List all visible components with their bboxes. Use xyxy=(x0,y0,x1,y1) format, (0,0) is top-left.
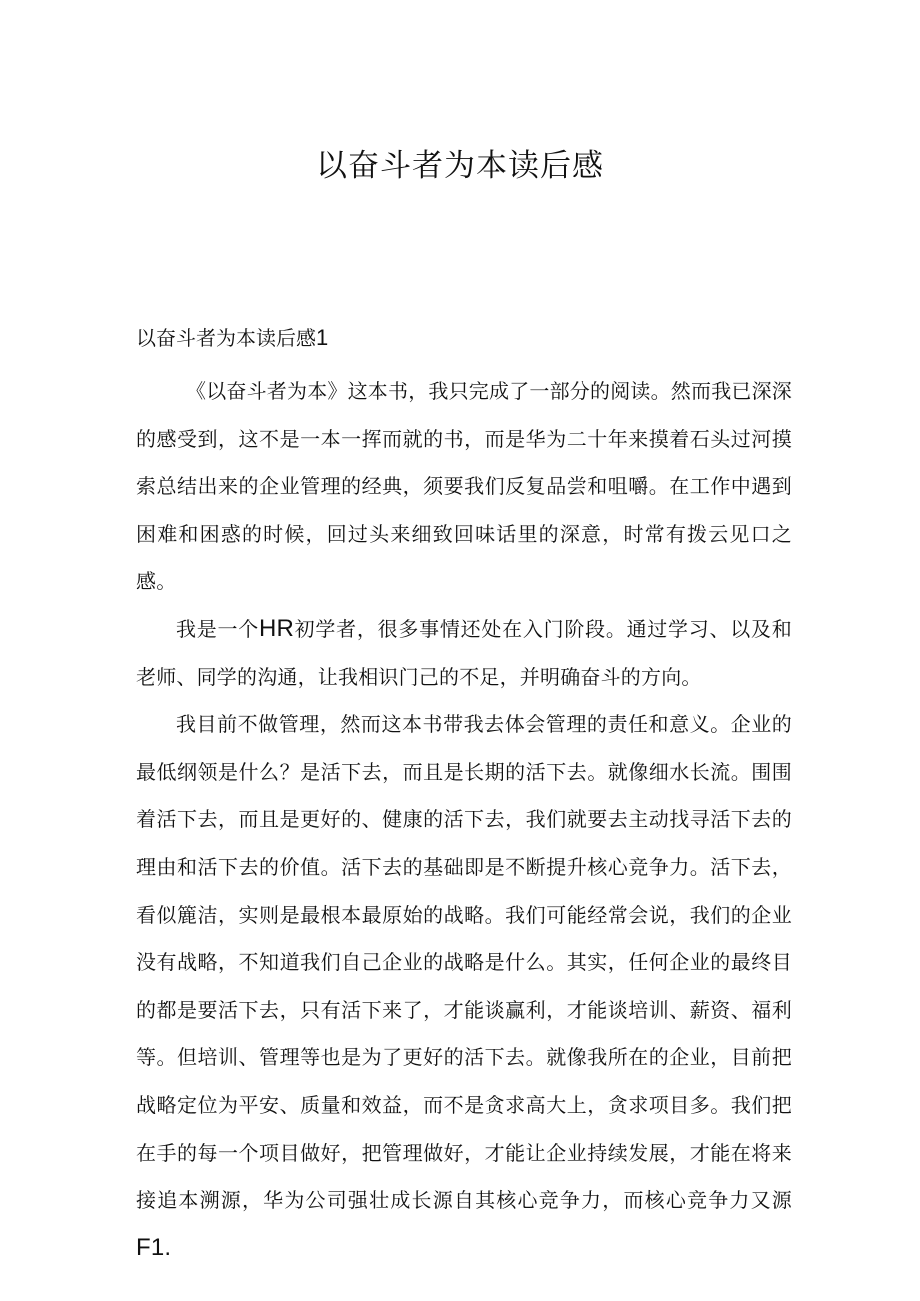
paragraph-3 xyxy=(136,701,792,1272)
page-title: 以奋斗者为本读后感 xyxy=(316,148,604,184)
paragraph-latin-text: F1. xyxy=(136,1233,172,1261)
paragraph-2 xyxy=(136,606,792,701)
paragraph-text: 《以奋斗者为本》这本书，我只完成了一部分的阅读。然而我已深深的感受到，这不是一本一挥而就的书，而是华为二十年来摸着石头过河摸索总结出来的企业管理的经典，须要我们反复品尝和咀嚼。在工作中遇到困难和困惑的时候，回过头来细致回味话里的深意，时常有拨云见口之感。 xyxy=(136,379,792,594)
section-heading xyxy=(136,322,328,351)
paragraph-text: 初学者，很多事情还处在入门阶段。通过学习、以及和老师、同学的沟通，让我相识门己的不足，并明确奋斗的方向。 xyxy=(136,616,792,689)
body-text xyxy=(136,368,792,1272)
paragraph-1 xyxy=(136,368,792,606)
paragraph-latin-text: HR xyxy=(259,614,295,642)
paragraph-text: 我目前不做管理，然而这本书带我去体会管理的责任和意义。企业的最低纲领是什么？是活下去，而且是长期的活下去。就像细水长流。围围着活下去，而且是更好的、健康的活下去，我们就要去主动找寻活下去的理由和活下去的价值。活下去的基础即是不断提升核心竞争力。活下去，看似簏洁，实则是最根本最原始的战略。我们可能经常会说，我们的企业没有战略，不知道我们自己企业的战略是什么。其实，任何企业的最终目的都是要活下去，只有活下来了，才能谈赢利，才能谈培训、薪资、福利等。但培训、管理等也是为了更好的活下去。就像我所在的企业，目前把战略定位为平安、质量和效益，而不是贪求高大上，贪求项目多。我们把在手的每一个项目做好，把管理做好，才能让企业持续发展，才能在将来接追本溯源，华为公司强壮成长源自其核心竞争力，而核心竞争力又源 xyxy=(136,712,792,1213)
section-heading-text: 以奋斗者为本读后感 xyxy=(136,326,316,350)
section-heading-number: 1 xyxy=(316,325,329,350)
paragraph-text: 我是一个 xyxy=(176,616,259,641)
